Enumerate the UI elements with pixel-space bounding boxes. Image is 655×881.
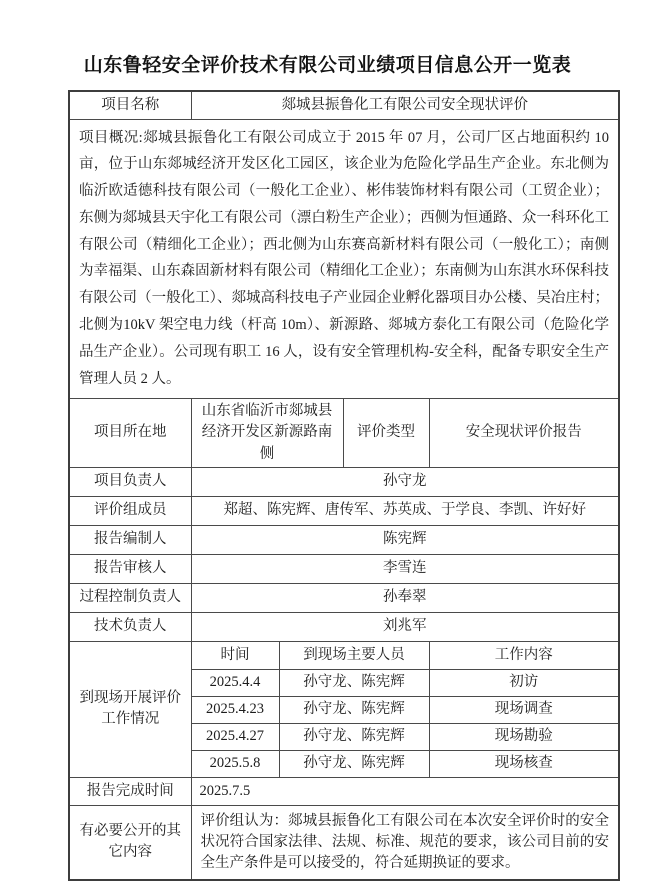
visit-personnel: 孙守龙、陈宪辉 <box>279 696 429 723</box>
visit-header-time: 时间 <box>191 641 279 669</box>
row-project-leader <box>69 467 619 496</box>
project-leader-value: 孙守龙 <box>191 467 619 496</box>
project-name-label: 项目名称 <box>69 91 191 119</box>
report-reviewer-value: 李雪连 <box>191 554 619 583</box>
tech-leader-label: 技术负责人 <box>69 612 191 641</box>
evaluation-team-value: 郑超、陈宪辉、唐传军、苏英成、于学良、李凯、许好好 <box>191 496 619 525</box>
location-label: 项目所在地 <box>69 399 191 467</box>
report-reviewer-label: 报告审核人 <box>69 554 191 583</box>
other-content-value: 评价组认为：郯城县振鲁化工有限公司在本次安全评价时的安全状况符合国家法律、法规、标准、规范的要求，该公司目前的安全生产条件是可以接受的，符合延期换证的要求。 <box>191 805 619 880</box>
visit-date: 2025.4.27 <box>191 723 279 750</box>
row-process-controller <box>69 583 619 612</box>
tech-leader-value: 刘兆军 <box>191 612 619 641</box>
visit-personnel: 孙守龙、陈宪辉 <box>279 750 429 777</box>
other-content-label: 有必要公开的其它内容 <box>69 805 191 880</box>
row-evaluation-team <box>69 496 619 525</box>
visit-date: 2025.5.8 <box>191 750 279 777</box>
evaluation-type-label: 评价类型 <box>343 399 429 467</box>
row-project-name <box>69 91 619 119</box>
process-controller-value: 孙奉翠 <box>191 583 619 612</box>
process-controller-label: 过程控制负责人 <box>69 583 191 612</box>
row-project-overview <box>69 119 619 399</box>
row-other-content <box>69 805 619 880</box>
page-title: 山东鲁轻安全评价技术有限公司业绩项目信息公开一览表 <box>83 55 572 76</box>
visit-date: 2025.4.23 <box>191 696 279 723</box>
completion-date-value: 2025.7.5 <box>191 777 619 805</box>
visit-header-personnel: 到现场主要人员 <box>279 641 429 669</box>
evaluation-type-value: 安全现状评价报告 <box>429 399 619 467</box>
visit-content: 初访 <box>429 669 619 696</box>
project-info-table <box>68 90 620 881</box>
location-value: 山东省临沂市郯城县经济开发区新源路南侧 <box>191 399 343 467</box>
report-writer-value: 陈宪辉 <box>191 525 619 554</box>
site-visits-label: 到现场开展评价工作情况 <box>69 641 191 777</box>
completion-date-label: 报告完成时间 <box>69 777 191 805</box>
row-location <box>69 399 619 467</box>
visit-content: 现场核查 <box>429 750 619 777</box>
row-site-visit-header <box>69 641 619 669</box>
report-writer-label: 报告编制人 <box>69 525 191 554</box>
visit-header-content: 工作内容 <box>429 641 619 669</box>
visit-date: 2025.4.4 <box>191 669 279 696</box>
project-leader-label: 项目负责人 <box>69 467 191 496</box>
project-name-value: 郯城县振鲁化工有限公司安全现状评价 <box>191 91 619 119</box>
project-overview-text: 项目概况:郯城县振鲁化工有限公司成立于 2015 年 07 月，公司厂区占地面积约 10 亩，位于山东郯城经济开发区化工园区，该企业为危险化学品生产企业。东北侧为临沂欧适德科技有限公司（一般化工企业）、彬伟装饰材料有限公司（工贸企业）；东侧为郯城县天宇化工有限公司（漂白粉生产企业）；西侧为恒通路、众一科环化工有限公司（精细化工企业）；西北侧为山东赛高新材料有限公司（一般化工）；南侧为幸福渠、山东森固新材料有限公司（精细化工企业）；东南侧为山东淇水环保科技有限公司（一般化工）、郯城高科技电子产业园企业孵化器项目办公楼、吴冶庄村；北侧为10kV 架空电力线（杆高 10m）、新源路、郯城方泰化工有限公司（危险化学品生产企业）。公司现有职工 16 人，设有安全管理机构-安全科，配备专职安全生产管理人员 2 人。 <box>69 119 619 399</box>
visit-personnel: 孙守龙、陈宪辉 <box>279 723 429 750</box>
row-tech-leader <box>69 612 619 641</box>
row-report-writer <box>69 525 619 554</box>
evaluation-team-label: 评价组成员 <box>69 496 191 525</box>
row-report-reviewer <box>69 554 619 583</box>
row-completion-date <box>69 777 619 805</box>
visit-personnel: 孙守龙、陈宪辉 <box>279 669 429 696</box>
visit-content: 现场调查 <box>429 696 619 723</box>
visit-content: 现场勘验 <box>429 723 619 750</box>
